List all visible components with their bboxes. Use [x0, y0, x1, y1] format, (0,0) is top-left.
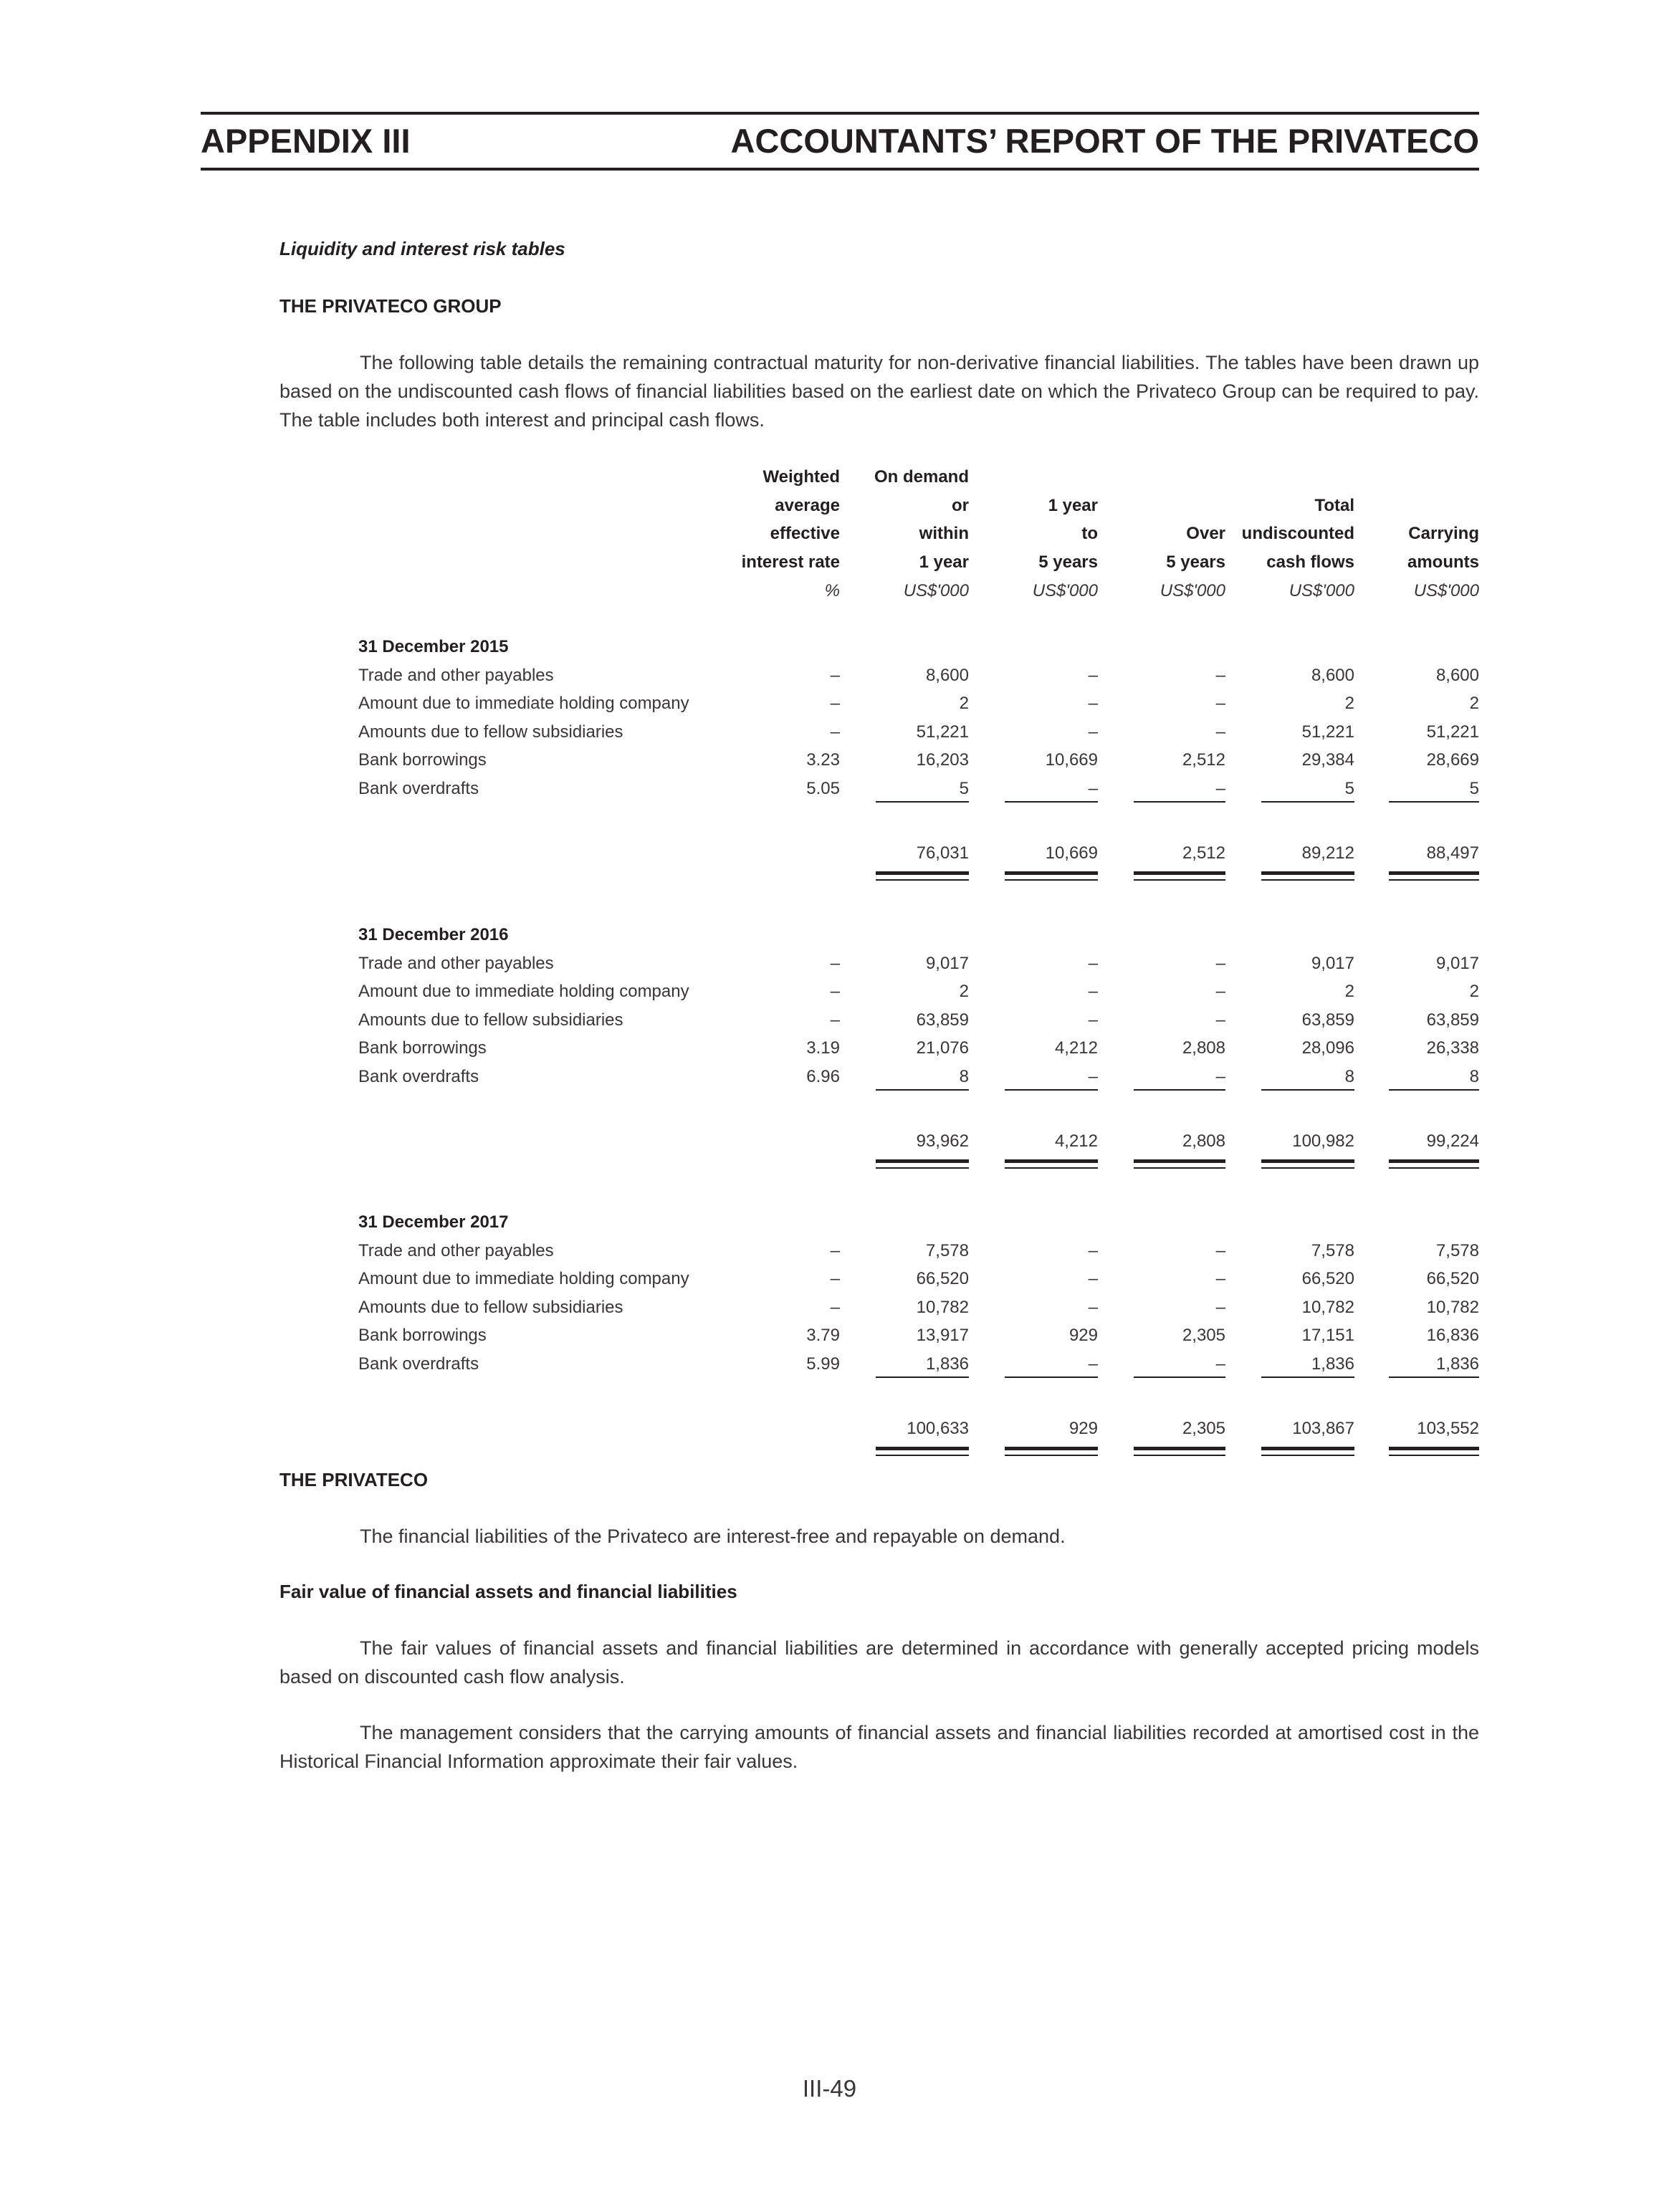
table-cell: 66,520: [916, 1269, 969, 1289]
table-row-label: Amounts due to fellow subsidiaries: [358, 1297, 623, 1317]
subtotal-rule: [1261, 1376, 1354, 1378]
total-cell: 103,552: [1417, 1419, 1479, 1438]
table-cell: –: [830, 953, 840, 973]
double-rule-upper: [876, 871, 969, 875]
double-rule-upper: [1005, 871, 1098, 875]
table-cell: 63,859: [916, 1010, 969, 1030]
table-cell: 6.96: [806, 1067, 840, 1086]
table-cell: 29,384: [1301, 750, 1354, 770]
double-rule-upper: [1389, 1159, 1479, 1163]
column-header-line: effective: [770, 524, 840, 544]
table-cell: 5.05: [806, 779, 840, 798]
table-cell: 63,859: [1301, 1010, 1354, 1030]
table-cell: 26,338: [1426, 1038, 1479, 1058]
double-rule-upper: [1134, 1159, 1225, 1163]
table-row-label: Trade and other payables: [358, 1240, 554, 1260]
page-number: III-49: [802, 2075, 857, 2102]
table-cell: 13,917: [916, 1326, 969, 1346]
table-cell: 10,669: [1045, 750, 1098, 770]
double-rule-lower: [876, 1167, 969, 1169]
double-rule-upper: [876, 1447, 969, 1450]
subtotal-rule: [1005, 1376, 1098, 1378]
total-cell: 4,212: [1054, 1131, 1098, 1151]
table-cell: 10,782: [916, 1297, 969, 1317]
table-cell: –: [1088, 722, 1098, 742]
table-cell: 8,600: [1435, 665, 1479, 685]
column-header-line: undiscounted: [1241, 524, 1354, 544]
table-cell: 9,017: [1311, 953, 1354, 973]
table-cell: 8: [1469, 1067, 1479, 1086]
table-cell: 8: [959, 1067, 969, 1086]
column-header-line: 5 years: [1038, 552, 1098, 572]
double-rule-lower: [1005, 1455, 1098, 1456]
table-cell: –: [830, 1269, 840, 1289]
table-cell: 51,221: [916, 722, 969, 742]
table-cell: –: [1215, 953, 1225, 973]
intro-paragraph: [279, 348, 1479, 434]
table-cell: –: [1088, 779, 1098, 798]
subtotal-rule: [1261, 1089, 1354, 1091]
double-rule-upper: [1261, 1447, 1354, 1450]
total-cell: 99,224: [1426, 1131, 1479, 1151]
section-date-heading: 31 December 2017: [358, 1212, 509, 1232]
subtotal-rule: [1261, 801, 1354, 803]
table-cell: –: [1215, 779, 1225, 798]
fair-value-paragraph-1: [279, 1634, 1479, 1691]
table-cell: 929: [1068, 1326, 1098, 1346]
section-date-heading: 31 December 2016: [358, 925, 509, 944]
column-unit: US$'000: [1032, 580, 1098, 600]
fair-value-paragraph-1-text: The fair values of financial assets and financial liabilities are determined in accordance with generally accepted pricing models based on discounted cash flow analysis.: [279, 1637, 1479, 1687]
table-cell: 63,859: [1426, 1010, 1479, 1030]
table-cell: 2: [1344, 694, 1354, 714]
fair-value-heading: Fair value of financial assets and financial liabilities: [279, 1581, 737, 1602]
table-cell: 2: [1469, 982, 1479, 1002]
double-rule-upper: [1261, 1159, 1354, 1163]
table-cell: 8: [1344, 1067, 1354, 1086]
table-row-label: Amount due to immediate holding company: [358, 694, 689, 714]
double-rule-lower: [1005, 1167, 1098, 1169]
subtotal-rule: [1134, 801, 1225, 803]
column-unit: US$'000: [1160, 580, 1225, 600]
total-cell: 93,962: [916, 1131, 969, 1151]
subtotal-rule: [1005, 1089, 1098, 1091]
column-header-line: 5 years: [1166, 552, 1225, 572]
table-cell: 16,836: [1426, 1326, 1479, 1346]
double-rule-lower: [876, 1455, 969, 1456]
subtotal-rule: [1389, 801, 1479, 803]
page-header: [201, 116, 1479, 166]
privateco-paragraph-text: The financial liabilities of the Privateco are interest-free and repayable on demand.: [360, 1526, 1066, 1547]
column-header-line: Weighted: [762, 467, 840, 487]
table-cell: 51,221: [1301, 722, 1354, 742]
double-rule-upper: [1005, 1447, 1098, 1450]
fair-value-paragraph-2: [279, 1718, 1479, 1776]
table-row-label: Trade and other payables: [358, 953, 554, 973]
table-cell: 2,808: [1182, 1038, 1225, 1058]
total-cell: 100,633: [907, 1419, 969, 1438]
double-rule-lower: [1389, 879, 1479, 881]
double-rule-upper: [1134, 1447, 1225, 1450]
section-title: Liquidity and interest risk tables: [279, 238, 565, 259]
table-cell: 9,017: [1435, 953, 1479, 973]
fair-value-paragraph-2-text: The management considers that the carrying amounts of financial assets and financial liabilities recorded at amortised cost in the Historical Financial Information approximate their fair values.: [279, 1722, 1479, 1772]
table-cell: 21,076: [916, 1038, 969, 1058]
table-cell: 3.23: [806, 750, 840, 770]
table-cell: 8,600: [1311, 665, 1354, 685]
table-cell: 66,520: [1301, 1269, 1354, 1289]
table-cell: 5.99: [806, 1354, 840, 1374]
column-header-line: interest rate: [741, 552, 840, 572]
total-cell: 100,982: [1292, 1131, 1354, 1151]
table-cell: 2,512: [1182, 750, 1225, 770]
table-cell: 3.19: [806, 1038, 840, 1058]
subtotal-rule: [1389, 1376, 1479, 1378]
double-rule-lower: [876, 879, 969, 881]
double-rule-upper: [1389, 871, 1479, 875]
table-cell: –: [1088, 694, 1098, 714]
section-date-heading: 31 December 2015: [358, 637, 509, 656]
double-rule-upper: [1261, 871, 1354, 875]
double-rule-lower: [1134, 1167, 1225, 1169]
table-cell: –: [1215, 1067, 1225, 1086]
subtotal-rule: [876, 1376, 969, 1378]
table-cell: 51,221: [1426, 722, 1479, 742]
table-cell: 3.79: [806, 1326, 840, 1346]
table-cell: 8,600: [925, 665, 969, 685]
table-row-label: Amounts due to fellow subsidiaries: [358, 722, 623, 742]
table-cell: –: [1088, 665, 1098, 685]
table-cell: 66,520: [1426, 1269, 1479, 1289]
intro-paragraph-text: The following table details the remaining contractual maturity for non-derivative financial liabilities. The tables have been drawn up based on the undiscounted cash flows of financial liabilities based on the earliest date on which the Privateco Group can be required to pay. The table includes both interest and principal cash flows.: [279, 352, 1479, 431]
table-row-label: Bank overdrafts: [358, 1067, 479, 1086]
table-cell: –: [1215, 694, 1225, 714]
subtotal-rule: [1134, 1089, 1225, 1091]
double-rule-upper: [1389, 1447, 1479, 1450]
column-header-line: average: [775, 495, 840, 515]
double-rule-upper: [1134, 871, 1225, 875]
table-cell: 9,017: [925, 953, 969, 973]
table-cell: –: [1088, 1067, 1098, 1086]
table-cell: 7,578: [1311, 1240, 1354, 1260]
table-cell: –: [1088, 1354, 1098, 1374]
column-header-line: 1 year: [919, 552, 969, 572]
total-cell: 89,212: [1301, 843, 1354, 863]
column-unit: %: [824, 580, 840, 600]
column-unit: US$'000: [1289, 580, 1354, 600]
total-cell: 76,031: [916, 843, 969, 863]
table-cell: 5: [1469, 779, 1479, 798]
table-row-label: Bank overdrafts: [358, 779, 479, 798]
table-row-label: Bank borrowings: [358, 750, 487, 770]
table-cell: –: [1088, 1297, 1098, 1317]
subtotal-rule: [876, 1089, 969, 1091]
double-rule-upper: [876, 1159, 969, 1163]
table-cell: 1,836: [1435, 1354, 1479, 1374]
table-row-label: Amount due to immediate holding company: [358, 1269, 689, 1289]
total-cell: 103,867: [1292, 1419, 1354, 1438]
column-header-line: Total: [1314, 495, 1354, 515]
header-bottom-rule: [201, 168, 1479, 171]
table-row-label: Amounts due to fellow subsidiaries: [358, 1010, 623, 1030]
subtotal-rule: [1005, 801, 1098, 803]
table-row-label: Bank overdrafts: [358, 1354, 479, 1374]
total-cell: 2,512: [1182, 843, 1225, 863]
table-cell: 5: [959, 779, 969, 798]
table-cell: –: [1215, 665, 1225, 685]
table-cell: –: [1088, 1010, 1098, 1030]
total-cell: 2,808: [1182, 1131, 1225, 1151]
table-cell: 1,836: [925, 1354, 969, 1374]
table-cell: –: [830, 665, 840, 685]
double-rule-lower: [1389, 1455, 1479, 1456]
header-top-rule: [201, 112, 1479, 115]
table-cell: –: [1088, 982, 1098, 1002]
double-rule-upper: [1005, 1159, 1098, 1163]
double-rule-lower: [1389, 1167, 1479, 1169]
table-cell: 5: [1344, 779, 1354, 798]
table-cell: 2: [1344, 982, 1354, 1002]
total-cell: 929: [1068, 1419, 1098, 1438]
table-cell: 2: [959, 694, 969, 714]
table-cell: 1,836: [1311, 1354, 1354, 1374]
table-cell: 10,782: [1301, 1297, 1354, 1317]
double-rule-lower: [1261, 1455, 1354, 1456]
total-cell: 10,669: [1045, 843, 1098, 863]
group-heading: THE PRIVATECO GROUP: [279, 295, 502, 317]
double-rule-lower: [1134, 1455, 1225, 1456]
table-cell: 7,578: [925, 1240, 969, 1260]
table-cell: –: [1215, 982, 1225, 1002]
column-header-line: to: [1081, 524, 1098, 544]
table-cell: –: [1088, 953, 1098, 973]
table-cell: 16,203: [916, 750, 969, 770]
table-cell: 2: [959, 982, 969, 1002]
column-header-line: 1 year: [1048, 495, 1098, 515]
table-cell: –: [830, 1297, 840, 1317]
table-cell: –: [1215, 1297, 1225, 1317]
table-row-label: Amount due to immediate holding company: [358, 982, 689, 1002]
table-cell: 17,151: [1301, 1326, 1354, 1346]
table-cell: –: [830, 694, 840, 714]
column-header-line: On demand: [874, 467, 969, 487]
column-header-line: cash flows: [1266, 552, 1354, 572]
table-cell: –: [1215, 1269, 1225, 1289]
table-cell: –: [830, 982, 840, 1002]
total-cell: 88,497: [1426, 843, 1479, 863]
column-header-line: Over: [1186, 524, 1225, 544]
double-rule-lower: [1005, 879, 1098, 881]
appendix-label: APPENDIX III: [201, 122, 411, 160]
column-header-line: amounts: [1407, 552, 1479, 572]
table-cell: –: [1088, 1240, 1098, 1260]
table-cell: –: [830, 722, 840, 742]
subtotal-rule: [876, 801, 969, 803]
table-cell: –: [1215, 1010, 1225, 1030]
table-cell: –: [830, 1010, 840, 1030]
column-header-line: Carrying: [1408, 524, 1479, 544]
table-cell: 10,782: [1426, 1297, 1479, 1317]
report-title: ACCOUNTANTS’ REPORT OF THE PRIVATECO: [730, 122, 1479, 160]
table-cell: 28,096: [1301, 1038, 1354, 1058]
table-row-label: Bank borrowings: [358, 1038, 487, 1058]
double-rule-lower: [1261, 879, 1354, 881]
privateco-heading: THE PRIVATECO: [279, 1469, 429, 1490]
table-cell: –: [830, 1240, 840, 1260]
table-cell: –: [1215, 1354, 1225, 1374]
table-cell: 7,578: [1435, 1240, 1479, 1260]
column-header-line: or: [952, 495, 969, 515]
total-cell: 2,305: [1182, 1419, 1225, 1438]
table-cell: 4,212: [1054, 1038, 1098, 1058]
double-rule-lower: [1261, 1167, 1354, 1169]
table-row-label: Trade and other payables: [358, 665, 554, 685]
double-rule-lower: [1134, 879, 1225, 881]
subtotal-rule: [1389, 1089, 1479, 1091]
table-cell: –: [1215, 722, 1225, 742]
subtotal-rule: [1134, 1376, 1225, 1378]
table-cell: 2,305: [1182, 1326, 1225, 1346]
table-cell: 2: [1469, 694, 1479, 714]
column-header-line: within: [919, 524, 969, 544]
table-cell: –: [1215, 1240, 1225, 1260]
table-cell: 28,669: [1426, 750, 1479, 770]
column-unit: US$'000: [903, 580, 969, 600]
table-cell: –: [1088, 1269, 1098, 1289]
column-unit: US$'000: [1413, 580, 1479, 600]
table-row-label: Bank borrowings: [358, 1326, 487, 1346]
privateco-paragraph: [279, 1522, 1479, 1551]
